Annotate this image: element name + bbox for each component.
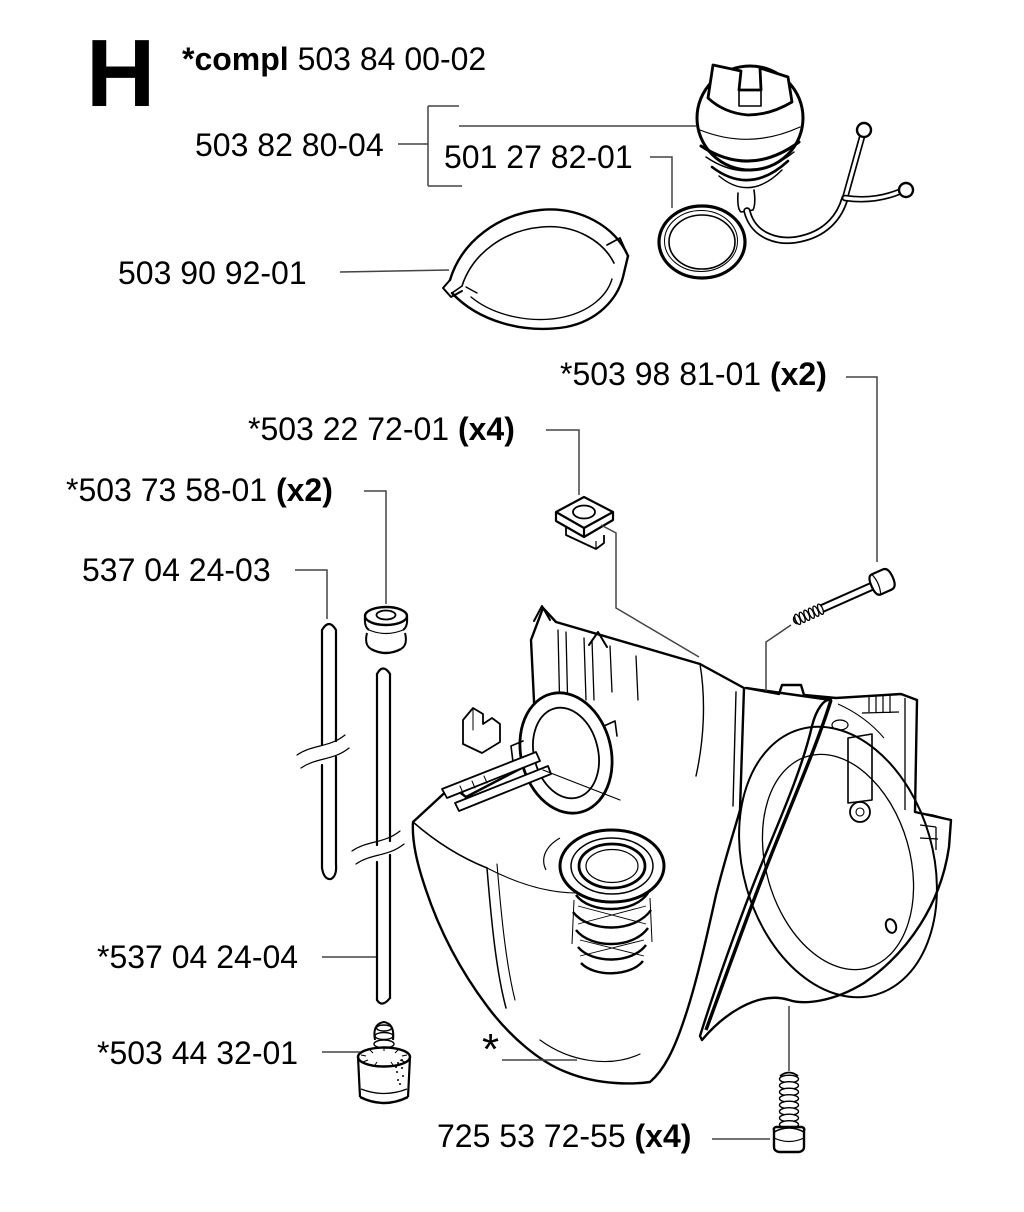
fuel-hose-drawing: [352, 669, 404, 1004]
nut-plate-drawing: [556, 497, 613, 549]
leader-long-screw: [766, 377, 877, 691]
section-letter: H: [86, 20, 156, 127]
assembly-title-prefix: *compl: [182, 41, 289, 77]
part-label-tank-saddle: 503 90 92-01: [118, 255, 307, 291]
part-label-long-screw: *503 98 81-01 (x2): [560, 356, 827, 392]
leader-fuel-pipe: [295, 570, 327, 619]
tank-saddle-drawing: [443, 210, 628, 329]
leader-o-ring: [650, 157, 672, 208]
part-label-crankcase-ref: *: [482, 1025, 500, 1074]
leader-nut-plate: [546, 430, 699, 657]
grommet-drawing: [365, 607, 407, 653]
leader-case-screw: [712, 1006, 789, 1139]
part-label-fuel-hose: *537 04 24-04: [97, 939, 299, 975]
case-screw-drawing: [774, 1073, 805, 1153]
assembly-title: [182, 42, 486, 77]
long-screw-drawing: [790, 567, 898, 631]
part-label-o-ring: 501 27 82-01: [444, 139, 633, 175]
leader-grommet: [364, 491, 386, 604]
fuel-filter-drawing: [358, 1022, 410, 1103]
part-label-nut-plate: *503 22 72-01 (x4): [248, 411, 515, 447]
part-label-grommet: *503 73 58-01 (x2): [66, 472, 333, 508]
leader-saddle: [340, 270, 449, 272]
fuel-pipe-drawing: [297, 624, 349, 879]
part-label-fuel-cap-assembly: 503 82 80-04: [195, 127, 384, 163]
part-label-case-screw: 725 53 72-55 (x4): [437, 1118, 692, 1154]
part-label-fuel-filter: *503 44 32-01: [97, 1035, 299, 1071]
o-ring-drawing: [659, 206, 745, 278]
part-label-fuel-pipe: 537 04 24-03: [82, 552, 271, 588]
assembly-title-number: 503 84 00-02: [297, 41, 487, 77]
